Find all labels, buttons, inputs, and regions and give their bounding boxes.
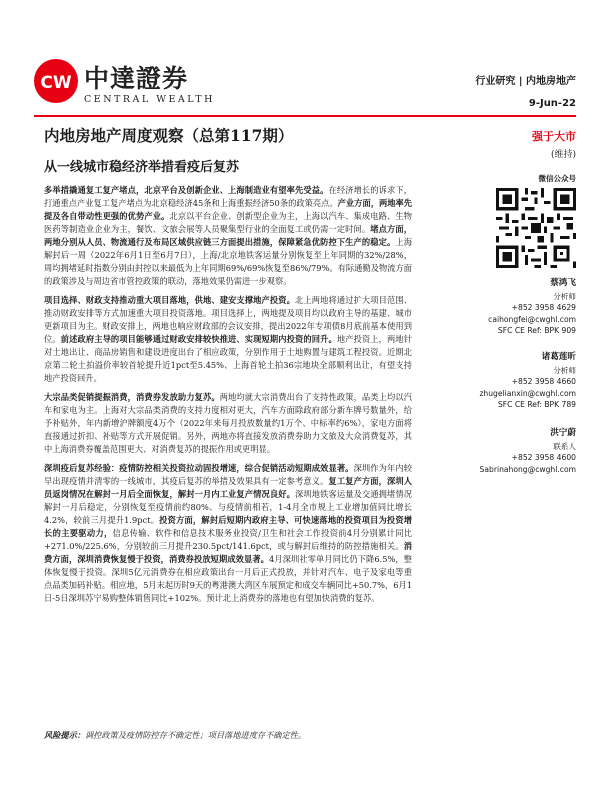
contact-role: 联系人 <box>553 442 576 452</box>
text-segment: 消费方面，深圳消费恢复慢于投资，消费券投放短期成效显著。 <box>44 541 412 564</box>
rating-status: (维持) <box>550 150 576 160</box>
paragraph-industry <box>44 184 412 288</box>
text-segment: 4月深圳社零单月同比仍下降6.5%，整体恢复慢于投资。深圳5亿元消费券在相应政策出台一月后正式投放，并针对汽车、电子及家电等重点品类加码补贴。相应地，5月末起历时9天的粤港澳大湾区车展预定和成交车辆同比+50.7%，6月1日-5日深圳苏宁易购整体销售同比+102%。预计北上消费券的落地也有望加快消费的复苏。 <box>44 554 413 603</box>
logo-mark-icon <box>34 59 78 103</box>
risk-warning <box>44 730 306 741</box>
report-title: 内地房地产周度观察（总第117期） <box>44 126 294 145</box>
text-segment: 在经济增长的诉求下，打通重点产业复工复产堵点为北京稳经济45条和上海重振经济50条的政策亮点。 <box>44 185 413 208</box>
text-segment: 多举措撬通复工复产堵点，北京平台及创新企业、上海制造业有望率先受益。 <box>44 185 329 195</box>
paragraph-shenzhen <box>44 462 412 605</box>
text-segment: 深圳地铁客运量及交通拥堵情况解封一月后稳定，分别恢复至疫情前约80%、与疫情前相若，1-4月全市规上工业增加值同比增长4.2%，较前三月提升1.9pct。 <box>44 489 413 525</box>
analyst-email[interactable]: caihongfei@cwghl.com <box>488 314 576 324</box>
text-segment: 两地均就大宗消费出台了支持性政策，品类上均以汽车和家电为主。上海对大宗品类消费的支持力度相对更大，汽车方面除政府部分新车牌号数量外，给予补贴外，年内新增沪牌额度4万个（2022年来每月投放数量约1万个、中标率约6%），家电方面将直接通过折扣、补贴等方式开展促销。另外，两地亦将直接发放消费券助力文旅及大众消费复苏，其中上海消费券覆盖范围更大、对消费复苏的提振作用或更明显。 <box>44 392 413 454</box>
company-logo <box>34 59 214 109</box>
contact-phone: +852 3958 4600 <box>511 453 576 463</box>
analyst-ce-ref: SFC CE Ref: BPK 789 <box>497 399 576 409</box>
report-body <box>44 184 412 611</box>
text-segment: 北京以平台企业、创新型企业为主，上海以汽车、集成电路、生物医药等制造业企业为主，餐饮、文旅会展等人员聚集型行业的全面复工或仍需一定时间。 <box>44 211 413 234</box>
analyst-name: 蔡鸿飞 <box>550 278 576 288</box>
sector-rating: 强于大市 <box>532 130 576 143</box>
logo-chinese: 中達證券 <box>84 64 189 93</box>
text-segment: 信息传输、软件和信息技术服务业投资/卫生和社会工作投资前4月分别累计同比+271.0%/225.6%，分别较前三月提升230.5pct/141.6pct，或与解封后维持的防控措施相关。 <box>44 528 413 551</box>
paragraph-consumption <box>44 391 412 456</box>
report-date: 9-Jun-22 <box>528 98 576 109</box>
header-divider <box>34 115 576 117</box>
text-segment: 复工复产方面，深圳人员返岗情况在解封一月后全面恢复，解封一月内工业复产情况良好。 <box>44 476 413 499</box>
analyst-phone: +852 3958 4660 <box>511 377 576 387</box>
analyst-role: 分析师 <box>553 292 576 302</box>
wechat-qr-code-icon <box>496 188 576 268</box>
analyst-card <box>488 278 576 336</box>
risk-text: 调控政策及疫情防控存不确定性；项目落地进度存不确定性。 <box>84 730 307 740</box>
report-subtitle: 从一线城市稳经济举措看疫后复苏 <box>44 160 240 175</box>
risk-label: 风险提示： <box>44 730 85 740</box>
text-segment: 地产投资上，两地针对土地出让、商品房销售和建设进度出台了相应政策，分别作用于土地购置与建筑工程投资。近期北京第二轮土拍溢价率较首轮提升近1pct至5.45%、上海首轮土拍36宗地块全部顺利出让，有望支持地产投资回升。 <box>44 334 413 383</box>
contact-email[interactable]: Sabrinahong@cwghl.com <box>479 464 576 474</box>
analyst-card <box>479 352 576 410</box>
contact-card <box>480 428 576 475</box>
text-segment: 上海解封后一周（2022年6月1日至6月7日），上海/北京地铁客运量分别恢复至上年同期的32%/28%，周均拥堵延时指数分别由封控以来最低为上年同期69%/69%恢复至86%/79%。有际通勤及物流方面的政策涉及与周边省市管控政策的联动，落地效果仍需进一步观察。 <box>44 237 413 286</box>
text-segment: 大宗品类促销提振消费，消费券发放助力复苏。 <box>44 392 220 402</box>
analyst-role: 分析师 <box>553 366 576 376</box>
analyst-name: 诸葛莲昕 <box>541 352 576 362</box>
analyst-phone: +852 3958 4629 <box>511 303 576 313</box>
logo-english: CENTRAL WEALTH <box>84 94 215 105</box>
contact-name: 洪宁蔚 <box>550 428 576 438</box>
text-segment: 产业方面，两地率先提及各自带动性更强的优势产业。 <box>44 198 412 221</box>
text-segment: 深圳作为年内较早出现疫情并清零的一线城市，其疫后复苏的举措及效果具有一定参考意义。 <box>44 463 413 486</box>
paragraph-investment <box>44 294 412 385</box>
logo-mark <box>34 59 78 103</box>
text-segment: 深圳疫后复苏经验：疫情防控相关投资拉动固投增速，综合促销活动短期成效显著。 <box>44 463 354 473</box>
text-segment: 堵点方面，两地分别从人员、物流通行及布局区域供应链三方面提出措施，保障紧急优防控下生产的稳定。 <box>44 224 413 247</box>
text-segment: 前述政府主导的项目能够通过财政安排较快推进、实现短期内投资的回升。 <box>60 334 337 344</box>
text-segment: 北上两地将通过扩大项目范围、推动财政安排等方式加速重大项目投资落地。项目选择上，两地提及项目均以政府主导的基建、城市更新项目为主。财政安排上，两地也响应财政部的会议安排，提出2022年专项债8月底前基本使用到位。 <box>44 295 413 344</box>
report-category: 行业研究 | 内地房地产 <box>475 76 576 87</box>
text-segment: 项目选择、财政支持推动重大项目落地，供地、建安支撑地产投资。 <box>44 295 295 305</box>
analyst-ce-ref: SFC CE Ref: BPK 909 <box>497 325 576 335</box>
logo-mark-text: CW <box>40 73 72 93</box>
wechat-label: 微信公众号 <box>538 174 576 183</box>
text-segment: 投资方面，解封后短期内政府主导、可快速落地的投资项目为投资增长的主要驱动力， <box>44 515 413 538</box>
analyst-email[interactable]: zhugelianxin@cwghl.com <box>479 388 576 398</box>
